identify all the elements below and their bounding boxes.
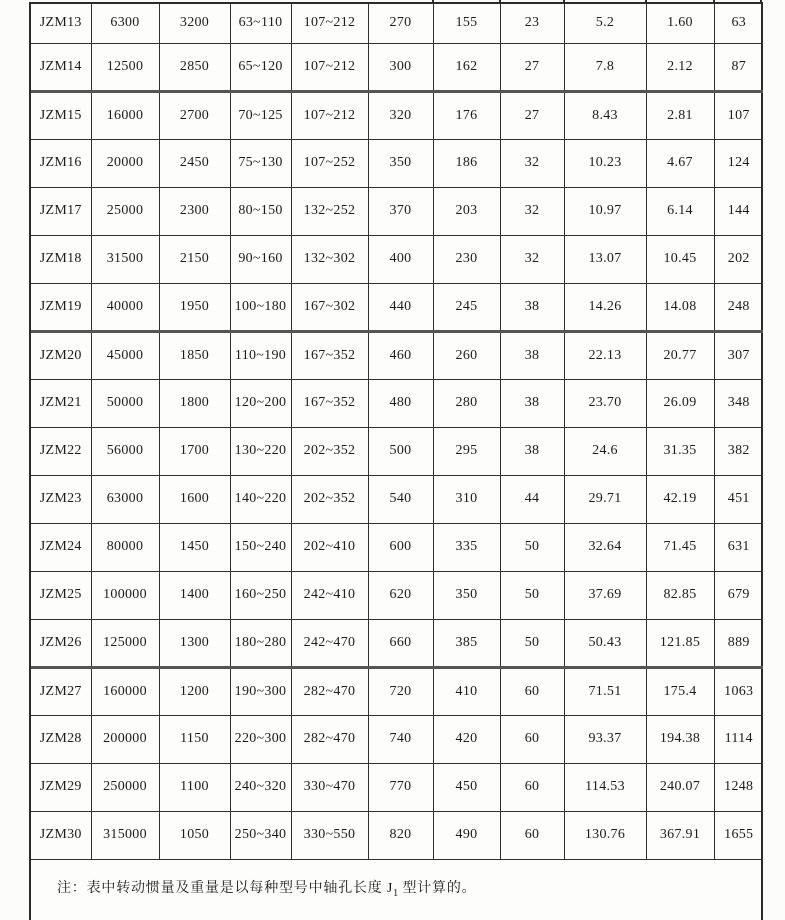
table-cell: 1600 [159,475,230,523]
table-cell: 200000 [91,715,159,763]
table-cell: 50.43 [564,619,646,667]
table-cell: 350 [368,139,433,187]
table-cell: 480 [368,379,433,427]
table-cell: 202~410 [291,523,368,571]
table-cell: JZM23 [31,475,91,523]
table-cell: 382 [714,427,763,475]
table-cell: 80000 [91,523,159,571]
table-cell: 295 [433,427,500,475]
table-cell: 410 [433,667,500,715]
table-cell: 1100 [159,763,230,811]
table-cell: 162 [433,43,500,91]
table-cell: 450 [433,763,500,811]
table-row [31,475,763,523]
table-cell: 1050 [159,811,230,859]
table-cell: 250000 [91,763,159,811]
table-row [31,4,763,43]
table-row [31,235,763,283]
table-row [31,283,763,331]
table-cell: 202 [714,235,763,283]
table-cell: 16000 [91,91,159,139]
table-cell: 1300 [159,619,230,667]
table-cell: 186 [433,139,500,187]
table-cell: 27 [500,43,564,91]
table-cell: 13.07 [564,235,646,283]
table-cell: 20.77 [646,331,714,379]
table-cell: 245 [433,283,500,331]
table-cell: 50 [500,571,564,619]
table-cell: 45000 [91,331,159,379]
table-cell: 820 [368,811,433,859]
table-cell: 32 [500,139,564,187]
table-cell: 12500 [91,43,159,91]
table-cell: 10.45 [646,235,714,283]
table-cell: 155 [433,4,500,43]
table-row [31,187,763,235]
table-cell: 1850 [159,331,230,379]
table-cell: JZM13 [31,4,91,43]
table-cell: 110~190 [230,331,291,379]
table-cell: 75~130 [230,139,291,187]
table-cell: 50000 [91,379,159,427]
table-cell: 20000 [91,139,159,187]
table-cell: 3200 [159,4,230,43]
table-cell: 282~470 [291,667,368,715]
spec-table-frame [29,2,763,920]
table-cell: 460 [368,331,433,379]
table-cell: 176 [433,91,500,139]
table-cell: 307 [714,331,763,379]
spec-table [31,4,763,860]
table-cell: JZM25 [31,571,91,619]
table-cell: 620 [368,571,433,619]
table-cell: 310 [433,475,500,523]
table-cell: 107 [714,91,763,139]
table-cell: 107~212 [291,43,368,91]
table-cell: 1.60 [646,4,714,43]
table-cell: 194.38 [646,715,714,763]
table-cell: JZM30 [31,811,91,859]
table-cell: 132~252 [291,187,368,235]
table-cell: 71.51 [564,667,646,715]
table-cell: 631 [714,523,763,571]
table-cell: 2150 [159,235,230,283]
table-cell: 1450 [159,523,230,571]
table-cell: 348 [714,379,763,427]
table-row [31,43,763,91]
table-cell: 14.26 [564,283,646,331]
table-cell: 600 [368,523,433,571]
table-cell: 63000 [91,475,159,523]
table-cell: 240.07 [646,763,714,811]
table-cell: 5.2 [564,4,646,43]
table-row [31,763,763,811]
table-cell: 70~125 [230,91,291,139]
table-cell: 1200 [159,667,230,715]
table-cell: 270 [368,4,433,43]
table-cell: 44 [500,475,564,523]
table-cell: 29.71 [564,475,646,523]
footnote-text: 表中转动惯量及重量是以每种型号中轴孔长度 J [86,880,394,896]
table-cell: JZM29 [31,763,91,811]
table-cell: 1248 [714,763,763,811]
table-cell: 130.76 [564,811,646,859]
table-cell: 31500 [91,235,159,283]
table-cell: 335 [433,523,500,571]
table-cell: 65~120 [230,43,291,91]
table-row [31,379,763,427]
table-cell: 350 [433,571,500,619]
table-cell: 420 [433,715,500,763]
table-cell: 121.85 [646,619,714,667]
table-cell: 167~302 [291,283,368,331]
table-row [31,715,763,763]
table-cell: 2300 [159,187,230,235]
table-cell: 8.43 [564,91,646,139]
table-cell: 1400 [159,571,230,619]
table-row [31,139,763,187]
table-cell: 220~300 [230,715,291,763]
table-cell: 87 [714,43,763,91]
table-cell: 740 [368,715,433,763]
table-cell: 26.09 [646,379,714,427]
table-cell: 130~220 [230,427,291,475]
table-cell: 25000 [91,187,159,235]
table-cell: 38 [500,379,564,427]
table-cell: 60 [500,763,564,811]
table-row [31,811,763,859]
table-cell: 190~300 [230,667,291,715]
table-cell: 38 [500,331,564,379]
table-cell: 202~352 [291,427,368,475]
table-row [31,523,763,571]
table-cell: JZM24 [31,523,91,571]
table-cell: 167~352 [291,331,368,379]
table-cell: 22.13 [564,331,646,379]
table-cell: 370 [368,187,433,235]
table-cell: 330~550 [291,811,368,859]
table-cell: JZM22 [31,427,91,475]
table-cell: 56000 [91,427,159,475]
table-cell: 315000 [91,811,159,859]
table-cell: 132~302 [291,235,368,283]
table-cell: 32.64 [564,523,646,571]
table-cell: 2.12 [646,43,714,91]
table-cell: JZM27 [31,667,91,715]
table-cell: 40000 [91,283,159,331]
table-cell: 242~410 [291,571,368,619]
table-cell: 124 [714,139,763,187]
table-cell: 63 [714,4,763,43]
table-row [31,667,763,715]
table-cell: 250~340 [230,811,291,859]
table-cell: 248 [714,283,763,331]
table-cell: 385 [433,619,500,667]
table-row [31,571,763,619]
table-cell: 80~150 [230,187,291,235]
table-cell: 60 [500,667,564,715]
table-cell: 451 [714,475,763,523]
table-cell: 180~280 [230,619,291,667]
table-cell: 60 [500,811,564,859]
table-cell: 50 [500,523,564,571]
table-cell: 32 [500,187,564,235]
table-cell: 330~470 [291,763,368,811]
table-cell: 1950 [159,283,230,331]
table-cell: 679 [714,571,763,619]
table-cell: 1655 [714,811,763,859]
table-cell: 63~110 [230,4,291,43]
table-cell: JZM18 [31,235,91,283]
spec-table-body [31,4,763,859]
table-cell: 260 [433,331,500,379]
table-cell: 160000 [91,667,159,715]
table-cell: 175.4 [646,667,714,715]
table-cell: 6300 [91,4,159,43]
table-row [31,91,763,139]
table-row [31,331,763,379]
table-cell: 90~160 [230,235,291,283]
table-cell: 32 [500,235,564,283]
table-cell: 160~250 [230,571,291,619]
table-cell: 2700 [159,91,230,139]
table-cell: 38 [500,427,564,475]
table-cell: 107~212 [291,4,368,43]
table-footnote [31,860,761,899]
table-cell: 400 [368,235,433,283]
table-cell: 280 [433,379,500,427]
table-cell: 93.37 [564,715,646,763]
table-cell: 23 [500,4,564,43]
table-cell: 114.53 [564,763,646,811]
table-cell: 140~220 [230,475,291,523]
table-cell: JZM21 [31,379,91,427]
table-cell: 240~320 [230,763,291,811]
table-cell: 71.45 [646,523,714,571]
table-cell: 1800 [159,379,230,427]
table-cell: 2850 [159,43,230,91]
table-cell: 230 [433,235,500,283]
table-cell: 770 [368,763,433,811]
table-cell: 150~240 [230,523,291,571]
table-cell: 10.23 [564,139,646,187]
table-cell: 1700 [159,427,230,475]
table-cell: JZM20 [31,331,91,379]
table-cell: JZM19 [31,283,91,331]
table-cell: 1114 [714,715,763,763]
table-cell: JZM16 [31,139,91,187]
table-cell: 889 [714,619,763,667]
table-cell: 107~212 [291,91,368,139]
table-cell: 4.67 [646,139,714,187]
table-cell: 440 [368,283,433,331]
table-cell: 100~180 [230,283,291,331]
table-cell: 660 [368,619,433,667]
table-cell: 107~252 [291,139,368,187]
table-cell: 7.8 [564,43,646,91]
table-cell: 120~200 [230,379,291,427]
table-cell: 50 [500,619,564,667]
table-cell: 300 [368,43,433,91]
table-cell: JZM26 [31,619,91,667]
table-cell: 2450 [159,139,230,187]
table-cell: 1150 [159,715,230,763]
footnote-label: 注： [57,880,87,896]
table-cell: 31.35 [646,427,714,475]
table-row [31,427,763,475]
table-cell: 1063 [714,667,763,715]
table-cell: 282~470 [291,715,368,763]
table-cell: JZM28 [31,715,91,763]
table-cell: 144 [714,187,763,235]
table-cell: 490 [433,811,500,859]
table-cell: 367.91 [646,811,714,859]
table-cell: 42.19 [646,475,714,523]
table-cell: 2.81 [646,91,714,139]
table-cell: 203 [433,187,500,235]
table-cell: 37.69 [564,571,646,619]
table-cell: 100000 [91,571,159,619]
table-cell: 14.08 [646,283,714,331]
table-cell: 10.97 [564,187,646,235]
footnote-suffix: 型计算的。 [398,880,477,896]
table-cell: JZM15 [31,91,91,139]
table-cell: 320 [368,91,433,139]
table-cell: 202~352 [291,475,368,523]
table-cell: 27 [500,91,564,139]
table-cell: 540 [368,475,433,523]
table-cell: 82.85 [646,571,714,619]
table-cell: 60 [500,715,564,763]
table-cell: 242~470 [291,619,368,667]
table-cell: JZM14 [31,43,91,91]
table-cell: 500 [368,427,433,475]
table-cell: 23.70 [564,379,646,427]
table-cell: 24.6 [564,427,646,475]
table-cell: JZM17 [31,187,91,235]
table-row [31,619,763,667]
table-cell: 6.14 [646,187,714,235]
footnote-subscript: 1 [393,887,399,899]
table-cell: 38 [500,283,564,331]
table-cell: 720 [368,667,433,715]
table-cell: 167~352 [291,379,368,427]
table-cell: 125000 [91,619,159,667]
